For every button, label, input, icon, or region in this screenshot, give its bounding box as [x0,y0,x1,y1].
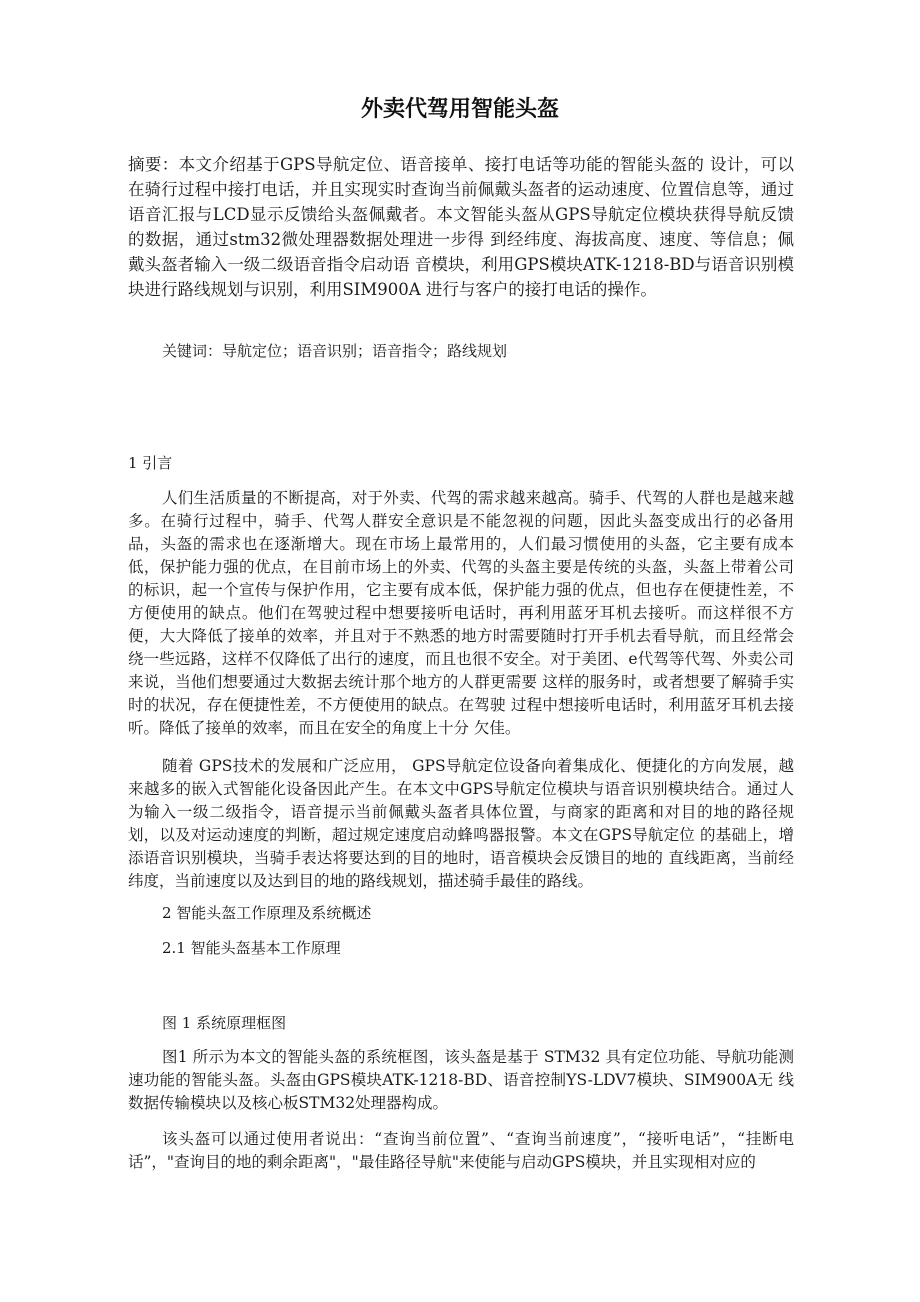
intro-paragraph-2: 随着 GPS技术的发展和广泛应用， GPS导航定位设备向着集成化、便捷化的方向发展，越来越多的嵌入式智能化设备因此产生。在本文中GPS导航定位模块与语音识别模块结合。通过人为输入一级二级指令，语音提示当前佩戴头盔者具体位置，与商家的距离和对目的地的路径规划，以及对运动速度的判断，超过规定速度启动蜂鸣器报警。本文在GPS导航定位 的基础上，增添语音识别模块，当骑手表达将要达到的目的地时，语音模块会反馈目的地的 直线距离，当前经纬度，当前速度以及达到目的地的路线规划，描述骑手最佳的路线。 [128,757,794,890]
document-title: 外卖代驾用智能头盔 [360,97,559,122]
abstract-paragraph: 摘要：本文介绍基于GPS导航定位、语音接单、接打电话等功能的智能头盔的 设计，可以在骑行过程中接打电话，并且实现实时查询当前佩戴头盔者的运动速度、位置信息等，通过语音汇报与LCD显示反馈给头盔佩戴者。本文智能头盔从GPS导航定位模块获得导航反馈的数据，通过stm32微处理器数据处理进一步得 到经纬度、海拔高度、速度、等信息；佩戴头盔者输入一级二级语音指令启动语 音模块，利用GPS模块ATK-1218-BD与语音识别模块进行路线规划与识别，利用SIM900A 进行与客户的接打电话的操作。 [128,155,794,299]
subsection-heading-basic-principle: 2.1 智能头盔基本工作原理 [162,939,341,957]
figure-description-paragraph: 图1 所示为本文的智能头盔的系统框图，该头盔是基于 STM32 具有定位功能、导航功能测速功能的智能头盔。头盔由GPS模块ATK-1218-BD、语音控制YS-LDV7模块、SIM900A无 线数据传输模块以及核心板STM32处理器构成。 [128,1048,794,1112]
intro-paragraph-1: 人们生活质量的不断提高，对于外卖、代驾的需求越来越高。骑手、代驾的人群也是越来越多。在骑行过程中，骑手、代驾人群安全意识是不能忽视的问题，因此头盔变成出行的必备用品，头盔的需求也在逐渐增大。现在市场上最常用的，人们最习惯使用的头盔，它主要有成本低，保护能力强的优点，在目前市场上的外卖、代驾的头盔主要是传统的头盔，头盔上带着公司的标识，起一个宣传与保护作用，它主要有成本低，保护能力强的优点，但也存在便捷性差，不方便使用的缺点。他们在驾驶过程中想要接听电话时，再利用蓝牙耳机去接听。而这样很不方便，大大降低了接单的效率，并且对于不熟悉的地方时需要随时打开手机去看导航，而且经常会绕一些远路，这样不仅降低了出行的速度，而且也很不安全。对于美团、e代驾等代驾、外卖公司来说，当他们想要通过大数据去统计那个地方的人群更需要 这样的服务时，或者想要了解骑手实时的状况，存在便捷性差，不方便使用的缺点。在驾驶 过程中想接听电话时，利用蓝牙耳机去接听。降低了接单的效率，而且在安全的角度上十分 欠佳。 [128,489,794,737]
voice-commands-paragraph: 该头盔可以通过使用者说出：“查询当前位置”、“查询当前速度”，“接听电话”，“挂断电话”，"查询目的地的剩余距离"，"最佳路径导航"来使能与启动GPS模块，并且实现相对应的 [128,1130,794,1171]
section-heading-introduction: 1 引言 [128,454,173,472]
figure-caption: 图 1 系统原理框图 [162,1014,287,1032]
keywords-line: 关键词：导航定位；语音识别；语音指令；路线规划 [162,342,508,360]
section-heading-working-principle: 2 智能头盔工作原理及系统概述 [162,904,372,922]
